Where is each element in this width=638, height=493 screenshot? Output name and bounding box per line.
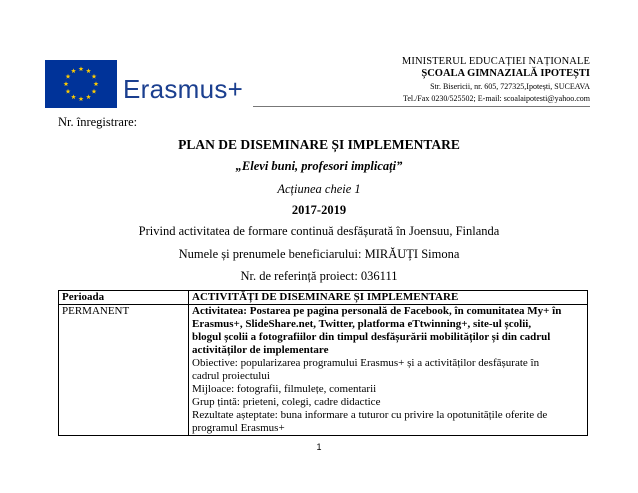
activity-line: Activitatea: Postarea pe pagina personală de Facebook, în comunitatea My+ în [192,305,562,317]
activity-line: Erasmus+, SlideShare.net, Twitter, platforma eTtwinning+, site-ul școlii, [192,318,532,330]
school-name: ȘCOALA GIMNAZIALĂ IPOTEȘTI [421,68,590,79]
activity-line: blogul școlii a fotografiilor din timpul desfășurării mobilităților și din cadrul [192,331,551,343]
project-years: 2017-2019 [291,203,347,217]
erasmus-logo [45,60,280,110]
school-address: Str. Bisericii, nr. 605, 727325,Ipotești, SUCEAVA [430,82,590,91]
activity-description: Privind activitatea de formare continuă desfășurată în Joensuu, Finlanda [138,224,500,238]
results-line: Rezultate așteptate: buna informare a tuturor cu privire la opotunitățile oferite de [192,409,548,421]
activities-cell [189,305,588,436]
results-line: programul Erasmus+ [192,422,285,434]
project-name: „Elevi buni, profesori implicați” [235,159,403,173]
activity-text [192,305,584,357]
registration-label: Nr. înregistrare: [58,115,138,129]
period-cell: PERMANENT [59,305,189,436]
header-divider [253,106,590,107]
target-group-line: Grup țintă: prieteni, colegi, cadre didactice [192,396,381,408]
document-title: PLAN DE DISEMINARE ȘI IMPLEMENTARE [178,137,460,152]
school-contact: Tel./Fax 0230/525502; E-mail: scoalaipotesti@yahoo.com [403,94,590,103]
header-period: Perioada [59,291,189,305]
eu-flag-icon [45,60,117,108]
objective-line: cadrul proiectului [192,370,270,382]
activity-line: activităților de implementare [192,344,329,356]
beneficiary-line: Numele și prenumele beneficiarului: MIRĂUȚI Simona [178,247,460,261]
page-number: 1 [316,442,322,452]
ministry-name: MINISTERUL EDUCAȚIEI NAȚIONALE [401,56,590,67]
header-activities: ACTIVITĂȚI DE DISEMINARE ȘI IMPLEMENTARE [189,291,588,305]
key-action: Acțiunea cheie 1 [277,182,361,196]
table-row [59,305,588,436]
means-line: Mijloace: fotografii, filmulețe, comentarii [192,383,377,395]
dissemination-table [58,290,588,436]
project-reference: Nr. de referință proiect: 036111 [240,269,398,283]
table-header-row [59,291,588,305]
objective-line: Obiective: popularizarea programului Erasmus+ și a activităților desfășurate în [192,357,540,369]
erasmus-plus-wordmark: Erasmus+ [123,74,244,104]
